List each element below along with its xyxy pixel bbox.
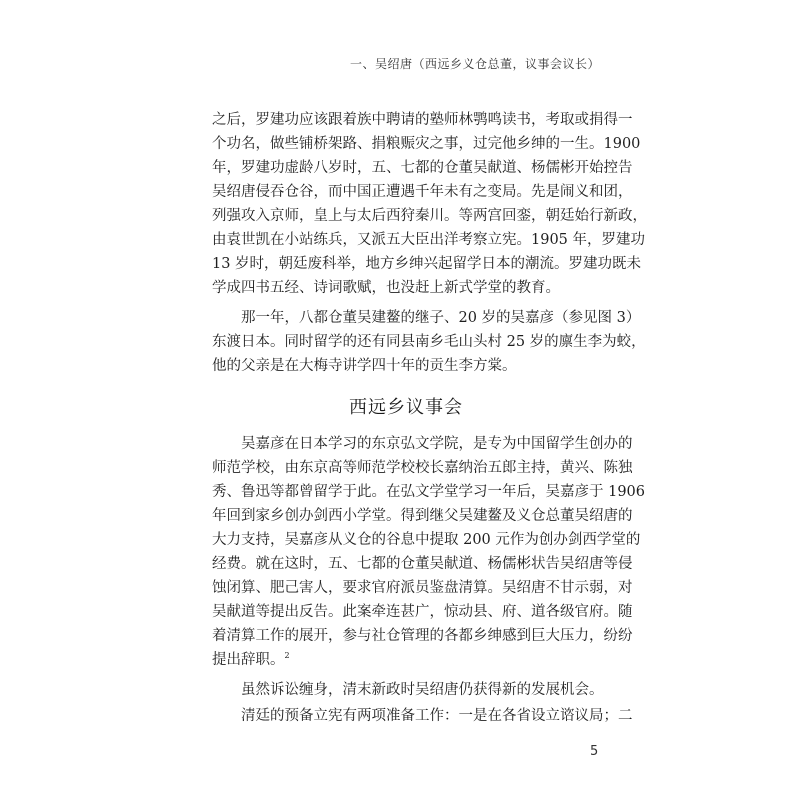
running-header: 一、吴绍唐（西远乡义仓总董，议事会议长） — [349, 57, 600, 71]
p4-line: 虽然诉讼缠身，清末新政时吴绍唐仍获得新的发展机会。 — [241, 682, 604, 698]
p3-line: 着清算工作的展开，参与社仓管理的各都乡绅感到巨大压力，纷纷 — [212, 628, 633, 644]
p1-line: 吴绍唐侵吞仓谷，而中国正遭遇千年未有之变局。先是闹义和团， — [212, 184, 633, 200]
p1-line: 由袁世凯在小站练兵，又派五大臣出洋考察立宪。1905 年，罗建功 — [212, 232, 646, 248]
p1-line: 13 岁时，朝廷废科举，地方乡绅兴起留学日本的潮流。罗建功既未 — [212, 256, 642, 272]
p2-line: 东渡日本。同时留学的还有同县南乡毛山头村 25 岁的廪生李为蛟， — [212, 334, 646, 350]
p1-line: 学成四书五经、诗词歌赋，也没赶上新式学堂的教育。 — [212, 280, 560, 296]
p3-line: 蚀闭算、肥己害人，要求官府派员鉴盘清算。吴绍唐不甘示弱，对 — [212, 580, 633, 596]
p3-line: 吴嘉彦在日本学习的东京弘文学院，是专为中国留学生创办的 — [241, 436, 633, 452]
p3-line: 吴献道等提出反告。此案牵连甚广，惊动县、府、道各级官府。随 — [212, 604, 633, 620]
section-heading: 西远乡议事会 — [349, 397, 463, 418]
p3-last-line — [212, 650, 600, 670]
p2-line: 他的父亲是在大梅寺讲学四十年的贡生李方棠。 — [212, 358, 517, 374]
p1-line: 之后，罗建功应该跟着族中聘请的塾师林鹗鸣读书，考取或捐得一 — [212, 112, 633, 128]
p2-line: 那一年，八都仓董吴建鳌的继子、20 岁的吴嘉彦（参见图 3） — [241, 310, 641, 326]
p3-line: 经费。就在这时，五、七都的仓董吴献道、杨儒彬状告吴绍唐等侵 — [212, 556, 633, 572]
p3-line-text: 提出辞职。 — [212, 652, 285, 668]
page-number: 5 — [590, 744, 599, 759]
footnote-ref[interactable]: 2 — [284, 651, 290, 661]
p1-line: 列强攻入京师，皇上与太后西狩秦川。等两宫回銮，朝廷始行新政， — [212, 208, 647, 224]
p3-line: 大力支持，吴嘉彦从义仓的谷息中提取 200 元作为创办剑西学堂的 — [212, 532, 641, 548]
p3-line: 秀、鲁迅等都曾留学于此。在弘文学堂学习一年后，吴嘉彦于 1906 — [212, 484, 646, 500]
p1-line: 个功名，做些铺桥架路、捐粮赈灾之事，过完他乡绅的一生。1900 — [212, 136, 641, 152]
p1-line: 年，罗建功虚龄八岁时，五、七都的仓董吴献道、杨儒彬开始控告 — [212, 160, 633, 176]
p3-line: 年回到家乡创办剑西小学堂。得到继父吴建鳌及义仓总董吴绍唐的 — [212, 508, 633, 524]
p5-line: 清廷的预备立宪有两项准备工作：一是在各省设立谘议局；二 — [241, 708, 633, 724]
p3-line: 师范学校，由东京高等师范学校校长嘉纳治五郎主持，黄兴、陈独 — [212, 460, 633, 476]
